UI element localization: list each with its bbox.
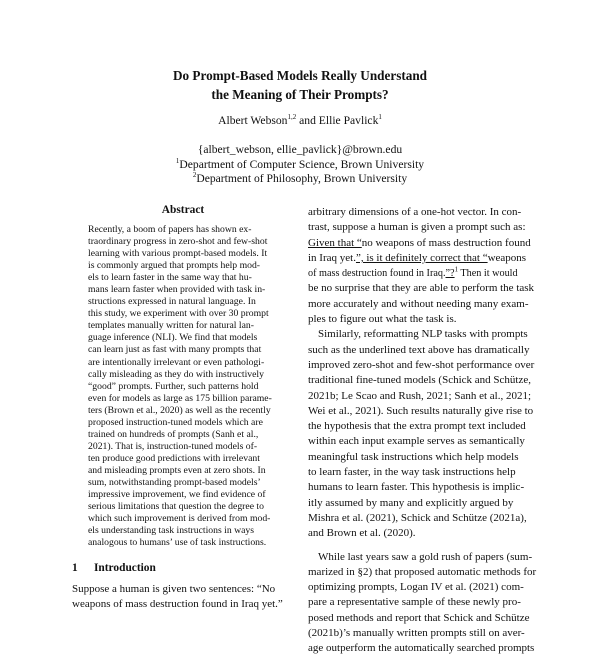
affiliation-line <box>0 172 600 187</box>
abstract-line: els to learn faster in the same way that hu- <box>88 272 252 284</box>
abstract-line: ters (Brown et al., 2020) as well as the recently <box>88 404 271 416</box>
body-line: (2021b)’s manually written prompts still on aver- <box>308 627 525 640</box>
abstract-line: learning with various prompt-based models. It <box>88 248 268 260</box>
abstract-line: guage inference (NLI). We find that models <box>88 332 258 344</box>
body-line: pare a representative sample of these newly pro- <box>308 596 521 609</box>
affiliation-mark: 1 <box>175 156 180 165</box>
affiliation-mark: 2 <box>192 171 197 180</box>
paper-title <box>0 66 600 104</box>
example-prompt-line <box>308 266 532 281</box>
example-premise: no weapons of mass destruction found <box>361 236 531 249</box>
abstract-line: is commonly argued that prompts help mod- <box>88 260 261 272</box>
abstract-line: this study, we experiment with over 30 prompt <box>88 308 269 320</box>
author-name: Albert Webson <box>218 114 288 127</box>
body-line: Similarly, reformatting NLP tasks with prompts <box>318 328 528 341</box>
body-line: age outperform the automatically searched prompts <box>308 642 535 655</box>
body-line: the hypothesis that the extra prompt text included <box>308 420 526 433</box>
abstract-body <box>88 224 278 549</box>
intro-line: Suppose a human is given two sentences: “No <box>72 583 276 595</box>
body-line: trast, suppose a human is given a prompt such as: <box>308 221 526 234</box>
body-line: meaningful task instructions which help models <box>308 450 519 463</box>
author-email: {albert_webson, ellie_pavlick}@brown.edu <box>197 143 403 156</box>
underlined-prompt-text: ”? <box>445 268 455 280</box>
affiliation-line <box>0 158 600 173</box>
abstract-line: trained on hundreds of prompts (Sanh et al., <box>88 428 259 440</box>
affiliation-text: Department of Philosophy, Brown University <box>196 172 408 185</box>
body-line: marized in §2) that proposed automatic methods for <box>308 565 537 578</box>
example-hypothesis: weapons <box>487 251 527 264</box>
section-heading-introduction <box>72 562 156 574</box>
body-line: humans to learn faster. This hypothesis is implic- <box>308 481 525 494</box>
body-line: improved zero-shot and few-shot performance over <box>308 358 535 371</box>
body-line: optimizing prompts, Logan IV et al. (2021) com- <box>308 581 524 594</box>
body-text: Then it would <box>458 268 518 280</box>
body-line: to learn faster, in the way task instructions help <box>308 466 516 479</box>
abstract-line: traordinary progress in zero-shot and few-shot <box>88 236 268 248</box>
body-line: such as the underlined text above has dramatically <box>308 343 530 356</box>
body-line: traditional fine-tuned models (Schick and Schütze, <box>308 374 531 387</box>
footnote-marker[interactable]: 1 <box>454 265 459 274</box>
abstract-line: serious limitations that question the degree to <box>88 501 264 513</box>
body-line: ples to figure out what the task is. <box>308 313 457 326</box>
abstract-line: Recently, a boom of papers has shown ex- <box>88 224 252 235</box>
abstract-line: analogous to humans’ use of task instructions. <box>88 537 267 549</box>
example-prompt-line <box>308 251 532 266</box>
body-line: within each input example serves as semantically <box>308 435 525 448</box>
abstract-line: even for models as large as 175 billion parame- <box>88 392 272 404</box>
abstract-line: ten produce good predictions with irrelevant <box>88 452 260 464</box>
example-premise: in Iraq yet. <box>308 251 356 264</box>
body-line: more accurately and without needing many exam- <box>308 297 529 310</box>
author-conjunction: and <box>299 114 316 127</box>
abstract-line: structions expressed in natural language. In <box>88 296 256 308</box>
intro-line: weapons of mass destruction found in Iraq yet.” <box>72 598 283 611</box>
body-line: Mishra et al. (2021), Schick and Schütze (2021a), <box>308 511 527 524</box>
abstract-line: can learn just as fast with many prompts that <box>88 344 262 356</box>
title-line: the Meaning of Their Prompts? <box>211 87 389 102</box>
abstract-line: proposed instruction-tuned models which are <box>88 416 263 428</box>
body-line: be no surprise that they are able to perform the task <box>308 282 535 295</box>
title-line: Do Prompt-Based Models Really Understand <box>173 68 427 83</box>
affiliations <box>0 143 600 187</box>
body-line: arbitrary dimensions of a one-hot vector. In con- <box>308 206 522 218</box>
abstract-line: are intentionally irrelevant or even pathologi- <box>88 356 265 368</box>
example-hypothesis: of mass destruction found in Iraq. <box>308 268 446 280</box>
introduction-body <box>72 582 296 613</box>
author-affil-mark: 1,2 <box>287 113 297 122</box>
abstract-line: sum, notwithstanding prompt-based models’ <box>88 476 261 488</box>
body-line: and Brown et al. (2020). <box>308 527 416 540</box>
abstract-line: “good” prompts. Further, such patterns hold <box>88 380 259 392</box>
affiliation-text: Department of Computer Science, Brown University <box>179 157 425 171</box>
abstract-line: impressive improvement, we find evidence of <box>88 489 266 501</box>
body-line: 2021b; Le Scao and Rush, 2021; Sanh et al., 2021; <box>308 389 532 402</box>
example-prompt-line <box>308 236 532 251</box>
body-line: Wei et al., 2021). Such results naturally give rise to <box>308 404 534 417</box>
abstract-heading: Abstract <box>161 204 205 216</box>
author-name: Ellie Pavlick <box>318 114 379 127</box>
right-column-text <box>308 205 537 657</box>
body-line: itly assumed by many and explicitly argued by <box>308 496 514 509</box>
abstract-line: els understanding task instructions in ways <box>88 525 255 537</box>
abstract-line: templates manually written for natural lan- <box>88 320 254 332</box>
author-list <box>0 114 600 128</box>
abstract-line: mans learn faster when provided with task in- <box>88 284 266 296</box>
section-number: 1 <box>72 562 78 574</box>
body-line: While last years saw a gold rush of papers (sum- <box>318 550 533 563</box>
author-affil-mark: 1 <box>378 113 382 122</box>
body-line: posed methods and report that Schick and Schütze <box>308 611 530 624</box>
abstract-line: 2021). That is, instruction-tuned models of- <box>88 440 258 452</box>
abstract-line: cally misleading as they do with instructively <box>88 368 264 380</box>
abstract-line: and misleading prompts even at zero shots. In <box>88 464 266 476</box>
underlined-prompt-text: ”, is it definitely correct that “ <box>355 251 488 264</box>
abstract-line: which such improvement is derived from mod- <box>88 513 271 525</box>
underlined-prompt-text: Given that “ <box>308 236 362 249</box>
section-title: Introduction <box>94 562 156 574</box>
